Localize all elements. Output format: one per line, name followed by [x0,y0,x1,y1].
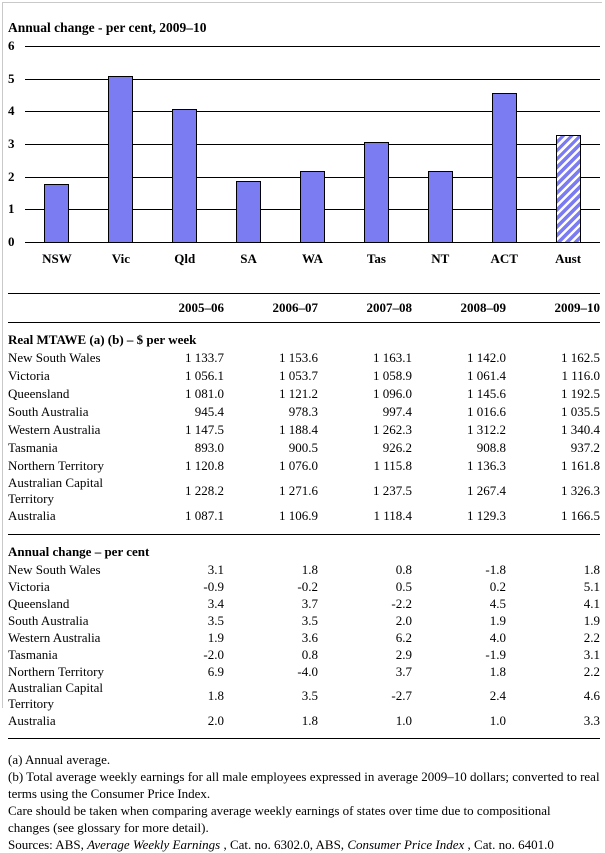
bar-vic [108,76,133,243]
cell-value: 1 115.8 [373,458,412,473]
table-row [8,561,600,578]
header-year: 2006–07 [224,294,318,323]
cell-value: 3.1 [207,561,224,577]
cell-value: 0.8 [301,646,318,662]
header-empty-cell [8,294,130,323]
cell-value: 3.5 [207,612,224,628]
spacer-row [8,729,600,739]
footnote-line: (b) Total average weekly earnings for all male employees expressed in average 2009–10 dollars; converted to real terms using the Consumer Price Index. [8,769,600,801]
table-section-heading: Annual change – per cent [8,543,150,559]
bar-nsw [44,184,69,243]
cell-value: -2.0 [203,646,224,662]
table-row [8,680,600,712]
table-row [8,403,600,421]
cell-value: 1 161.8 [561,458,600,473]
cell-value: 1 016.6 [467,404,506,419]
x-axis-label: Tas [366,251,386,266]
row-label: Queensland [8,595,70,611]
x-axis-label: NT [431,251,450,266]
x-axis-label: ACT [490,251,518,266]
x-axis-label: Qld [174,251,196,266]
bar-slot [217,47,281,243]
cell-value: 2.2 [583,663,600,679]
table-section-heading-row [8,323,600,350]
cell-value: -1.8 [485,561,506,577]
header-year: 2009–10 [506,294,600,323]
table-row [8,578,600,595]
cell-value: -1.9 [485,646,506,662]
cell-value: 3.7 [301,595,318,611]
cell-value: 2.9 [395,646,412,662]
chart-bars [25,47,600,243]
table-row [8,663,600,680]
bar-slot [536,47,600,243]
row-label: Victoria [8,368,50,383]
bar-aust [556,135,581,243]
table-row [8,507,600,525]
cell-value: 1.8 [583,561,600,577]
cell-value: 0.8 [395,561,412,577]
table-row [8,457,600,475]
sources-suffix: , Cat. no. 6401.0 [464,837,554,852]
cell-value: 945.4 [194,404,224,419]
table-row [8,421,600,439]
bar-slot [344,47,408,243]
x-axis-label: WA [302,251,323,266]
cell-value: 1 147.5 [185,422,224,437]
cell-value: 1.9 [207,629,224,645]
bar-tas [364,142,389,243]
table-section [8,535,600,739]
cell-value: 4.6 [583,688,600,703]
y-axis-tick-label: 2 [8,168,15,184]
table-section [8,323,600,535]
cell-value: 1 188.4 [279,422,318,437]
cell-value: 1 267.4 [467,483,506,498]
table-row [8,595,600,612]
cell-value: 1 142.0 [467,350,506,365]
cell-value: -2.7 [391,688,412,703]
cell-value: 1 237.5 [373,483,412,498]
bar-slot [281,47,345,243]
cell-value: 1 153.6 [279,350,318,365]
cell-value: 978.3 [288,404,318,419]
cell-value: 0.5 [395,578,412,594]
row-label: Western Australia [8,629,101,645]
cell-value: 1 326.3 [561,483,600,498]
cell-value: 5.1 [583,578,600,594]
chart-plot [8,38,600,249]
bar-chart [0,0,605,267]
row-label: Tasmania [8,646,58,662]
y-axis-tick-label: 6 [8,38,15,53]
bar-wa [300,171,325,243]
cell-value: 1 106.9 [279,508,318,523]
y-axis-tick-label: 5 [8,70,15,86]
cell-value: 6.2 [395,629,412,645]
x-axis-label: NSW [42,251,72,266]
cell-value: 2.2 [583,629,600,645]
table-row [8,385,600,403]
cell-value: 3.6 [301,629,318,645]
cell-value: 1 129.3 [467,508,506,523]
cell-value: 1 163.1 [373,350,412,365]
cell-value: 908.8 [476,440,506,455]
cell-value: 1 121.2 [279,386,318,401]
chart-x-labels [25,251,600,267]
row-label: Tasmania [8,440,58,455]
source-title-1: Average Weekly Earnings [87,837,221,852]
cell-value: 6.9 [207,663,224,679]
cell-value: 3.3 [583,712,600,728]
cell-value: 1.0 [395,712,412,728]
page-frame-left [2,2,3,708]
chart-title: Annual change - per cent, 2009–10 [8,20,207,35]
row-label: New South Wales [8,561,101,577]
cell-value: 1.0 [489,712,506,728]
row-label: South Australia [8,404,89,419]
cell-value: 1 145.6 [467,386,506,401]
x-axis-label: Vic [111,251,130,266]
cell-value: 1 035.5 [561,404,600,419]
cell-value: 1 312.2 [467,422,506,437]
cell-value: 1 136.3 [467,458,506,473]
table-section-heading-row [8,535,600,562]
header-year: 2007–08 [318,294,412,323]
bar-qld [172,109,197,243]
row-label: Australian Capital Territory [8,680,103,711]
header-year: 2008–09 [412,294,506,323]
cell-value: 1.8 [301,712,318,728]
cell-value: 1 118.4 [373,508,412,523]
row-label: Australia [8,712,56,728]
cell-value: 3.1 [583,646,600,662]
row-label: Victoria [8,578,50,594]
cell-value: 1 076.0 [279,458,318,473]
bar-slot [153,47,217,243]
cell-value: 1 056.1 [185,368,224,383]
cell-value: 1 133.7 [185,350,224,365]
cell-value: 1.9 [583,612,600,628]
cell-value: 1.8 [489,663,506,679]
table-row [8,612,600,629]
table-row [8,367,600,385]
cell-value: 3.5 [301,688,318,703]
bar-slot [25,47,89,243]
cell-value: 1 162.5 [561,350,600,365]
footnote-line: Care should be taken when comparing average weekly earnings of states over time due to compositional [8,803,551,818]
spacer-row [8,525,600,535]
sources-mid: , Cat. no. 6302.0, ABS, [220,837,348,852]
bar-slot [472,47,536,243]
table-row [8,475,600,507]
row-label: Western Australia [8,422,101,437]
cell-value: 1.8 [207,688,224,703]
cell-value: 1 166.5 [561,508,600,523]
row-label: Australia [8,508,56,523]
cell-value: 2.0 [395,612,412,628]
bar-slot [408,47,472,243]
cell-value: 0.2 [489,578,506,594]
cell-value: 1.8 [301,561,318,577]
cell-value: 4.5 [489,595,506,611]
cell-value: 1 262.3 [373,422,412,437]
cell-value: 1 087.1 [185,508,224,523]
cell-value: 1.9 [489,612,506,628]
table-row [8,439,600,457]
table-row [8,629,600,646]
cell-value: 1 192.5 [561,386,600,401]
cell-value: 1 340.4 [561,422,600,437]
table-header-row [8,294,600,323]
cell-value: 1 058.9 [373,368,412,383]
y-axis-tick-label: 0 [8,234,15,249]
cell-value: -0.9 [203,578,224,594]
row-label: Queensland [8,386,70,401]
footnotes [8,751,600,853]
row-label: Northern Territory [8,458,104,473]
header-year: 2005–06 [130,294,224,323]
x-axis-label: Aust [555,251,582,266]
cell-value: 1 116.0 [561,368,600,383]
row-label: New South Wales [8,350,101,365]
table-row [8,646,600,663]
y-axis-tick-label: 4 [8,103,15,119]
sources-prefix: Sources: ABS, [8,837,88,852]
cell-value: 1 120.8 [185,458,224,473]
cell-value: 1 271.6 [279,483,318,498]
cell-value: 893.0 [194,440,224,455]
cell-value: 926.2 [382,440,412,455]
bar-act [492,93,517,243]
page-frame-top [2,2,602,3]
cell-value: -2.2 [391,595,412,611]
table-section-heading: Real MTAWE (a) (b) – $ per week [8,331,197,347]
sources-line [8,836,600,853]
x-axis-label: SA [240,251,257,266]
y-axis-tick-label: 1 [8,201,15,217]
cell-value: 3.7 [395,663,412,679]
table-row [8,712,600,729]
cell-value: 1 061.4 [467,368,506,383]
cell-value: 900.5 [288,440,318,455]
cell-value: -4.0 [297,663,318,679]
bar-nt [428,171,453,243]
row-label: South Australia [8,612,89,628]
cell-value: -0.2 [297,578,318,594]
cell-value: 3.5 [301,612,318,628]
cell-value: 1 228.2 [185,483,224,498]
cell-value: 2.0 [207,712,224,728]
table-row [8,349,600,367]
cell-value: 3.4 [207,595,224,611]
cell-value: 1 081.0 [185,386,224,401]
cell-value: 997.4 [382,404,412,419]
cell-value: 4.0 [489,629,506,645]
footnote-line: (a) Annual average. [8,752,111,767]
row-label: Northern Territory [8,663,104,679]
cell-value: 937.2 [570,440,600,455]
bar-sa [236,181,261,243]
y-axis-tick-label: 3 [8,136,15,151]
bar-slot [89,47,153,243]
data-table [8,293,600,739]
cell-value: 1 053.7 [279,368,318,383]
table-wrap [8,293,600,739]
cell-value: 1 096.0 [373,386,412,401]
cell-value: 4.1 [583,595,600,611]
footnote-line: changes (see glossary for more detail). [8,820,209,835]
table-header [8,294,600,323]
cell-value: 2.4 [489,688,506,703]
source-title-2: Consumer Price Index [347,837,465,852]
row-label: Australian Capital Territory [8,475,103,506]
